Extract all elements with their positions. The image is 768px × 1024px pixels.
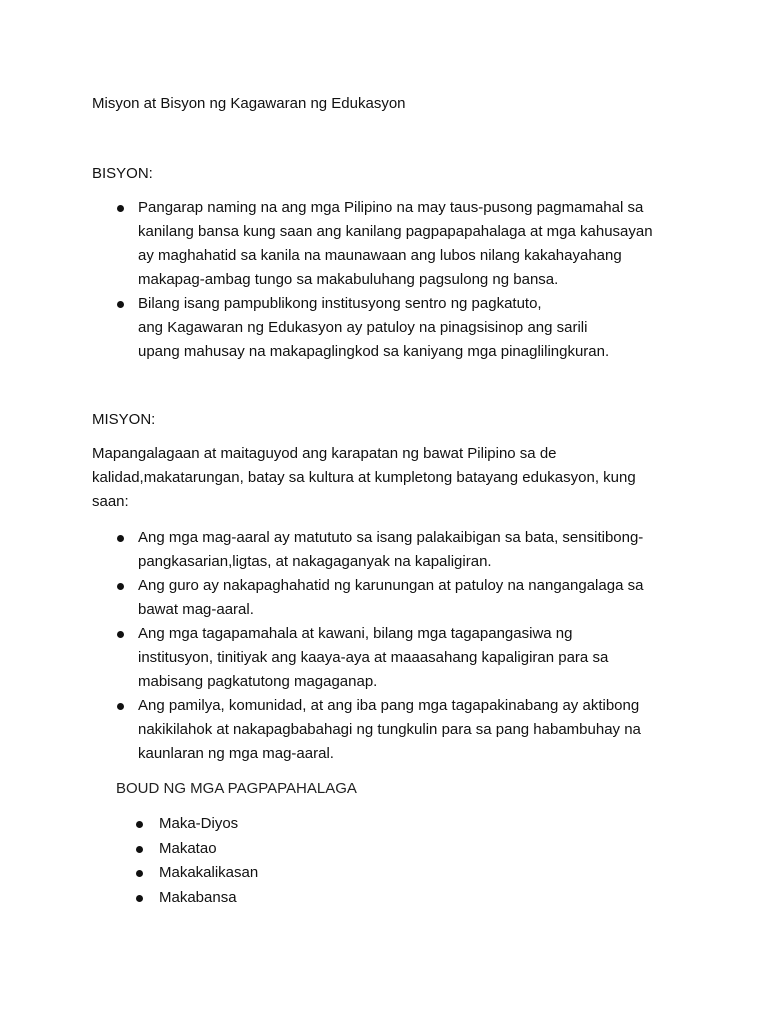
- values-item: [116, 837, 258, 862]
- text-line: Ang pamilya, komunidad, at ang iba pang mga tagapakinabang ay aktibong: [138, 697, 640, 714]
- text-line: Ang mga tagapamahala at kawani, bilang mga tagapangasiwa ng: [138, 625, 573, 642]
- bullet-icon: [117, 703, 124, 710]
- misyon-heading: MISYON:: [92, 411, 156, 428]
- text-line: mabisang pagkatutong magaganap.: [138, 673, 378, 690]
- text-line: kalidad,makatarungan, batay sa kultura at kumpletong batayang edukasyon, kung: [92, 469, 636, 486]
- bullet-icon: [117, 583, 124, 590]
- misyon-item: [92, 574, 692, 622]
- misyon-item: [92, 694, 692, 766]
- text-line: bawat mag-aaral.: [138, 601, 254, 618]
- values-heading: BOUD NG MGA PAGPAPAHALAGA: [116, 780, 357, 797]
- text-line: ang Kagawaran ng Edukasyon ay patuloy na pinagsisinop ang sarili: [138, 319, 588, 336]
- bullet-icon: [117, 535, 124, 542]
- bullet-icon: [117, 301, 124, 308]
- text-line: Mapangalagaan at maitaguyod ang karapatan ng bawat Pilipino sa de: [92, 445, 557, 462]
- text-line: kanilang bansa kung saan ang kanilang pagpapapahalaga at mga kahusayan: [138, 223, 653, 240]
- text-line: nakikilahok at nakapagbabahagi ng tungkulin para sa pang habambuhay na: [138, 721, 641, 738]
- text-line: Pangarap naming na ang mga Pilipino na may taus-pusong pagmamahal sa: [138, 199, 644, 216]
- values-list: [116, 812, 258, 910]
- misyon-item: [92, 622, 692, 694]
- value-label: Makabansa: [159, 888, 237, 906]
- document-title: Misyon at Bisyon ng Kagawaran ng Edukasyon: [92, 95, 406, 112]
- bullet-icon: [117, 205, 124, 212]
- bullet-icon: [136, 846, 143, 853]
- text-line: upang mahusay na makapaglingkod sa kaniyang mga pinaglilingkuran.: [138, 343, 610, 360]
- value-label: Makatao: [159, 839, 217, 857]
- bisyon-heading: BISYON:: [92, 165, 153, 182]
- text-line: Bilang isang pampublikong institusyong sentro ng pagkatuto,: [138, 295, 542, 312]
- text-line: makapag-ambag tungo sa makabuluhang pagsulong ng bansa.: [138, 271, 559, 288]
- text-line: ay maghahatid sa kanila na maunawaan ang lubos nilang kakahayahang: [138, 247, 622, 264]
- bisyon-item: [92, 196, 692, 292]
- text-line: Ang guro ay nakapaghahatid ng karunungan at patuloy na nangangalaga sa: [138, 577, 644, 594]
- text-line: pangkasarian,ligtas, at nakagaganyak na kapaligiran.: [138, 553, 492, 570]
- value-label: Makakalikasan: [159, 864, 259, 881]
- bisyon-list: [92, 196, 692, 364]
- misyon-intro: [92, 442, 692, 514]
- text-line: saan:: [92, 493, 129, 510]
- text-line: institusyon, tinitiyak ang kaaya-aya at maaasahang kapaligiran para sa: [138, 649, 609, 666]
- values-item: [116, 812, 258, 837]
- text-line: kaunlaran ng mga mag-aaral.: [138, 745, 334, 762]
- bullet-icon: [136, 870, 143, 877]
- text-line: Ang mga mag-aaral ay matututo sa isang palakaibigan sa bata, sensitibong-: [138, 529, 644, 546]
- misyon-item: [92, 526, 692, 574]
- values-item: [116, 861, 258, 886]
- value-label: Maka-Diyos: [159, 815, 239, 832]
- misyon-list: [92, 526, 692, 766]
- bisyon-item: [92, 292, 692, 364]
- values-item: [116, 886, 258, 911]
- bullet-icon: [136, 821, 143, 828]
- bullet-icon: [117, 631, 124, 638]
- bullet-icon: [136, 895, 143, 902]
